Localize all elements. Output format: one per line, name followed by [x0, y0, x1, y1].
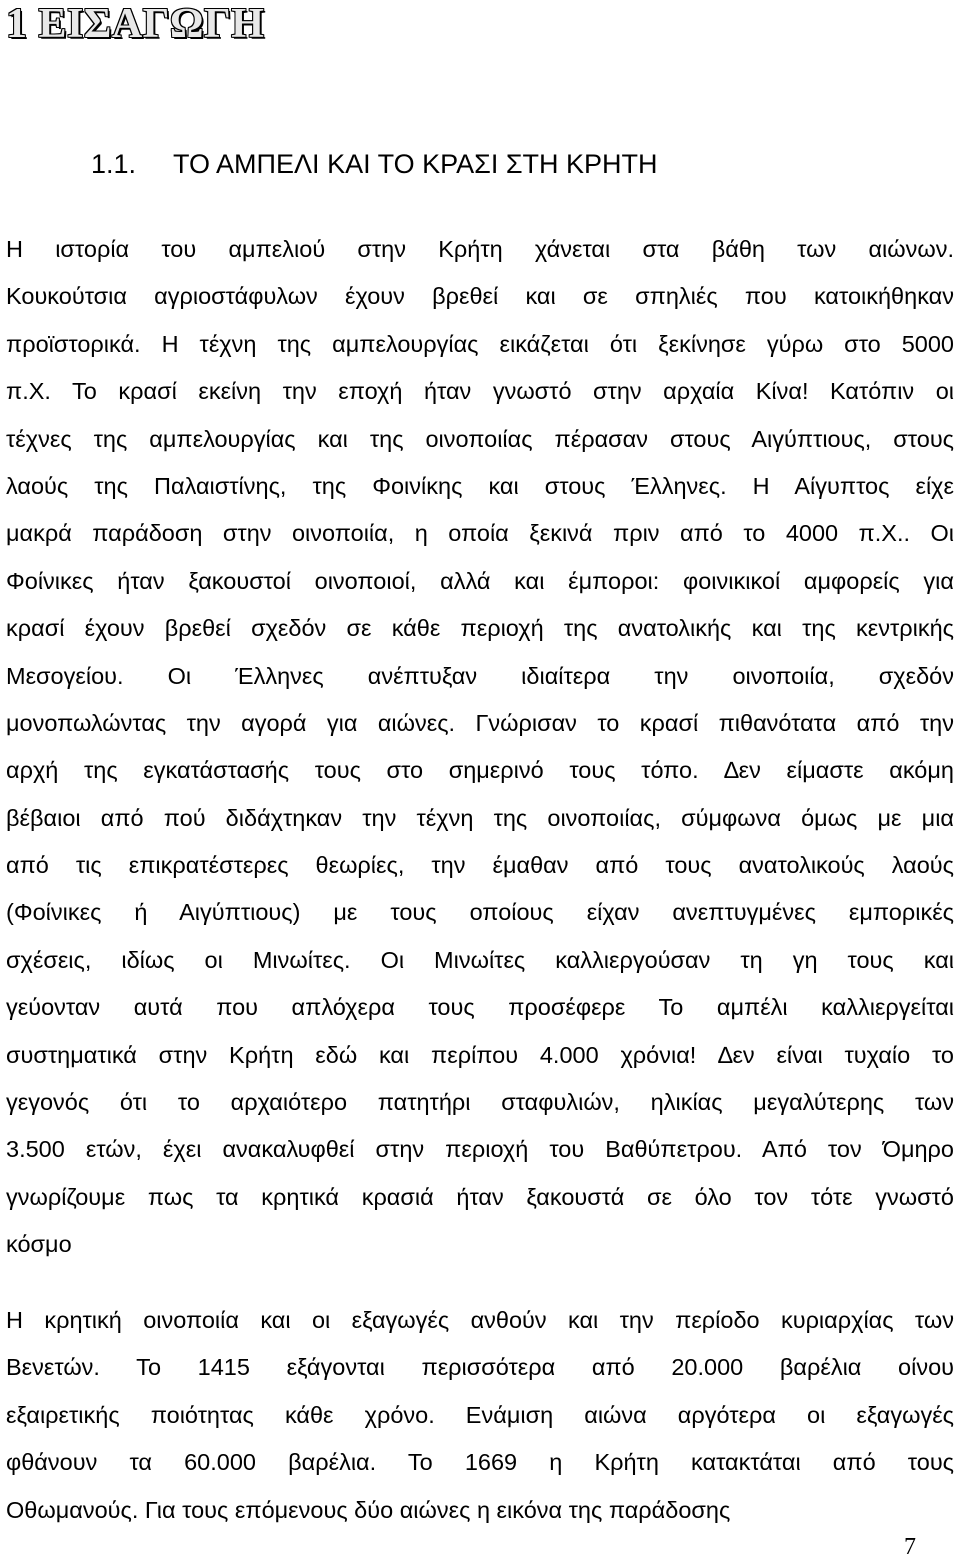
paragraph-line: γνωρίζουμε πως τα κρητικά κρασιά ήταν ξακουστά σε όλο τον τότε γνωστό — [6, 1183, 954, 1210]
paragraph-line: γεύονταν αυτά που απλόχερα τους προσέφερε Το αμπέλι καλλιεργείται — [6, 994, 954, 1021]
chapter-title: 1 ΕΙΣΑΓΩΓΗ — [6, 1, 265, 47]
paragraph-line: 3.500 ετών, έχει ανακαλυφθεί στην περιοχή του Βαθύπετρου. Από τον Όμηρο — [6, 1136, 954, 1163]
section-title: ΤΟ ΑΜΠΕΛΙ ΚΑΙ ΤΟ ΚΡΑΣΙ ΣΤΗ ΚΡΗΤΗ — [173, 149, 658, 179]
paragraph-line: κρασί έχουν βρεθεί σχεδόν σε κάθε περιοχή της ανατολικής και της κεντρικής — [6, 615, 954, 642]
paragraph-line: φθάνουν τα 60.000 βαρέλια. Το 1669 η Κρήτη κατακτάται από τους — [6, 1449, 954, 1476]
paragraph-line: Η ιστορία του αμπελιού στην Κρήτη χάνεται στα βάθη των αιώνων. — [6, 236, 954, 262]
paragraph-line: λαούς της Παλαιστίνης, της Φοινίκης και στους Έλληνες. Η Αίγυπτος είχε — [6, 472, 954, 499]
paragraph-venetian-period — [6, 1297, 954, 1534]
paragraph-line: (Φοίνικες ή Αιγύπτιους) με τους οποίους είχαν ανεπτυγμένες εμπορικές — [6, 899, 954, 926]
paragraph-line: προϊστορικά. Η τέχνη της αμπελουργίας εικάζεται ότι ξεκίνησε γύρω στο 5000 — [6, 330, 954, 357]
paragraph-history — [6, 226, 954, 1269]
paragraph-line: συστηματικά στην Κρήτη εδώ και περίπου 4.000 χρόνια! ∆εν είναι τυχαίο το — [6, 1041, 954, 1068]
paragraph-line: μονοπωλώντας την αγορά για αιώνες. Γνώρισαν το κρασί πιθανότατα από την — [6, 709, 954, 736]
paragraph-line: Οθωμανούς. Για τους επόμενους δύο αιώνες η εικόνα της παράδοσης — [6, 1496, 731, 1523]
paragraph-line: βέβαιοι από πού διδάχτηκαν την τέχνη της οινοποιίας, σύμφωνα όμως με μια — [6, 804, 954, 831]
section-heading — [91, 146, 658, 182]
paragraph-line: σχέσεις, ιδίως οι Μινωίτες. Οι Μινωίτες καλλιεργούσαν τη γη τους και — [6, 946, 954, 973]
paragraph-line: Η κρητική οινοποιία και οι εξαγωγές ανθούν και την περίοδο κυριαρχίας των — [6, 1307, 954, 1333]
paragraph-line: κόσμο — [6, 1231, 72, 1258]
paragraph-line: Μεσογείου. Οι Έλληνες ανέπτυξαν ιδιαίτερα την οινοποιία, σχεδόν — [6, 662, 954, 689]
paragraph-line: π.Χ. Το κρασί εκείνη την εποχή ήταν γνωστό στην αρχαία Κίνα! Κατόπιν οι — [6, 378, 954, 405]
paragraph-line: αρχή της εγκατάστασής τους στο σημερινό τους τόπο. ∆εν είμαστε ακόμη — [6, 757, 954, 784]
section-number: 1.1. — [91, 149, 137, 179]
paragraph-line: από τις επικρατέστερες θεωρίες, την έμαθαν από τους ανατολικούς λαούς — [6, 852, 954, 879]
paragraph-line: γεγονός ότι το αρχαιότερο πατητήρι σταφυλιών, ηλικίας μεγαλύτερης των — [6, 1089, 954, 1116]
paragraph-line: τέχνες της αμπελουργίας και της οινοποιίας πέρασαν στους Αιγύπτιους, στους — [6, 425, 954, 452]
page-number: 7 — [904, 1534, 916, 1560]
paragraph-line: εξαιρετικής ποιότητας κάθε χρόνο. Ενάμιση αιώνα αργότερα οι εξαγωγές — [6, 1401, 954, 1428]
paragraph-line: Βενετών. Το 1415 εξάγονται περισσότερα από 20.000 βαρέλια οίνου — [6, 1354, 954, 1381]
paragraph-line: Φοίνικες ήταν ξακουστοί οινοποιοί, αλλά και έμποροι: φοινικικοί αμφορείς για — [6, 567, 954, 594]
paragraph-line: Κουκούτσια αγριοστάφυλων έχουν βρεθεί και σε σπηλιές που κατοικήθηκαν — [6, 283, 954, 310]
paragraph-line: μακρά παράδοση στην οινοποιία, η οποία ξεκινά πριν από το 4000 π.Χ.. Οι — [6, 520, 954, 547]
